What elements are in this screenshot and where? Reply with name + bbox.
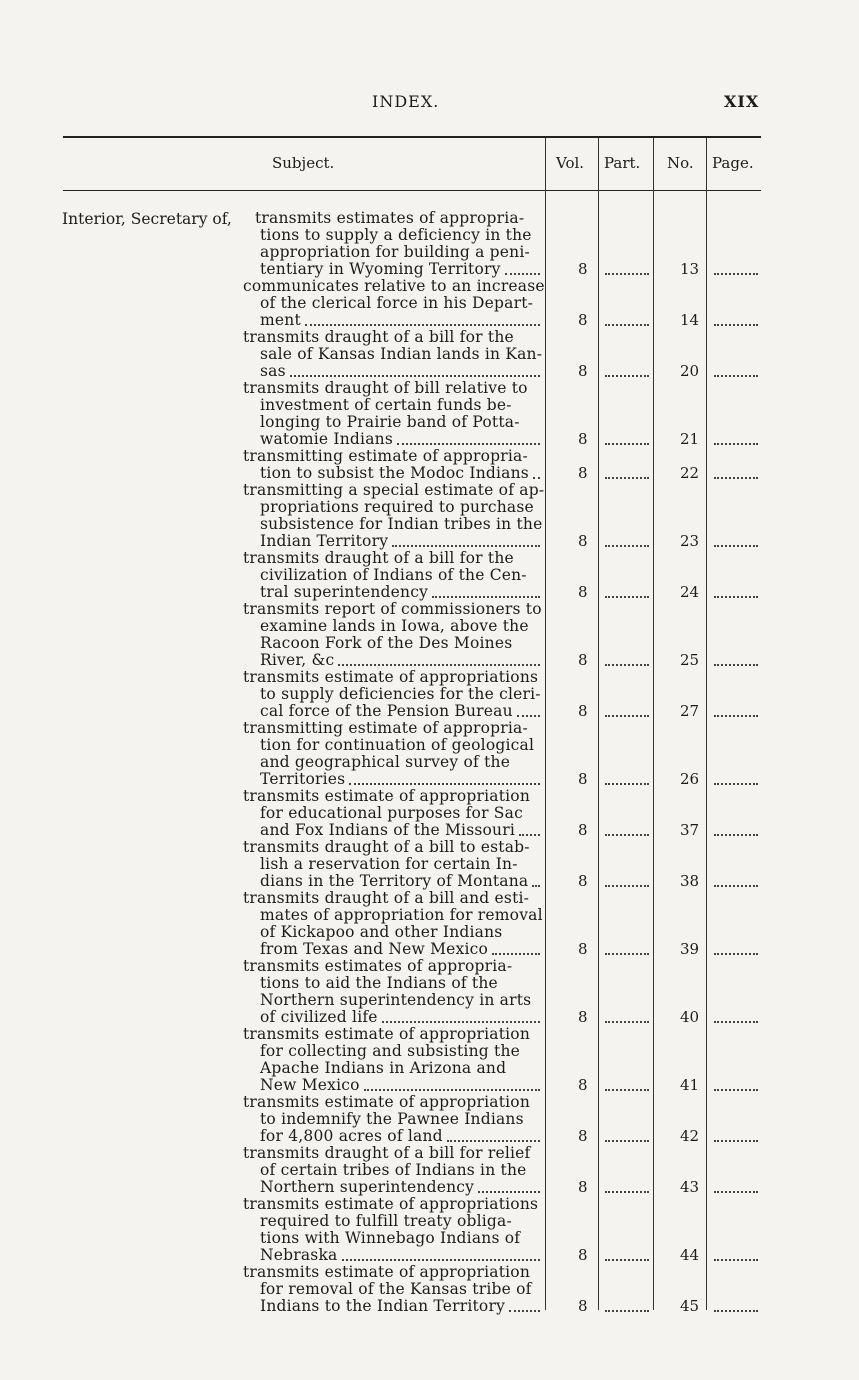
- dot-leader: [382, 1021, 540, 1023]
- page-blank: [714, 783, 758, 785]
- entry-line: transmits draught of bill relative to: [243, 379, 528, 397]
- entry-vol: 8: [578, 260, 588, 278]
- entry-line: civilization of Indians of the Cen-: [260, 566, 527, 584]
- entry-vol: 8: [578, 1178, 588, 1196]
- part-blank: [605, 953, 649, 955]
- entry-line: transmitting a special estimate of ap-: [243, 481, 545, 499]
- entry-line: to supply deficiencies for the cleri-: [260, 685, 541, 703]
- part-blank: [605, 1191, 649, 1193]
- dot-leader: [342, 1259, 540, 1261]
- entry-no: 13: [680, 260, 700, 278]
- entry-line: transmits estimates of appropria-: [243, 957, 513, 975]
- entry-vol: 8: [578, 651, 588, 669]
- part-blank: [605, 1259, 649, 1261]
- part-blank: [605, 596, 649, 598]
- entry-no: 14: [680, 311, 700, 329]
- entry-line: Territories: [260, 770, 346, 788]
- dot-leader: [397, 443, 540, 445]
- entry-line: tion for continuation of geological: [260, 736, 535, 754]
- dot-leader: [517, 715, 540, 717]
- page-blank: [714, 1140, 758, 1142]
- entry-line: cal force of the Pension Bureau: [260, 702, 513, 720]
- entry-line: transmits estimate of appropriations: [243, 1195, 539, 1213]
- entry-line: appropriation for building a peni-: [260, 243, 530, 261]
- entry-no: 43: [680, 1178, 700, 1196]
- column-divider: [653, 138, 654, 1310]
- dot-leader: [532, 885, 540, 887]
- table-top-rule: [63, 136, 761, 138]
- entry-line: watomie Indians: [260, 430, 393, 448]
- page-blank: [714, 834, 758, 836]
- entry-no: 21: [680, 430, 700, 448]
- entry-no: 23: [680, 532, 700, 550]
- part-blank: [605, 885, 649, 887]
- entry-line: ment: [260, 311, 301, 329]
- page-blank: [714, 545, 758, 547]
- entry-vol: 8: [578, 532, 588, 550]
- part-blank: [605, 545, 649, 547]
- page-blank: [714, 1310, 758, 1312]
- entry-line: for removal of the Kansas tribe of: [260, 1280, 532, 1298]
- entry-line: and geographical survey of the: [260, 753, 511, 771]
- entry-line: Northern superintendency in arts: [260, 991, 532, 1009]
- entry-no: 38: [680, 872, 700, 890]
- entry-no: 40: [680, 1008, 700, 1026]
- dot-leader: [509, 1310, 540, 1312]
- part-blank: [605, 1140, 649, 1142]
- entry-line: tions to supply a deficiency in the: [260, 226, 532, 244]
- part-blank: [605, 273, 649, 275]
- entry-vol: 8: [578, 430, 588, 448]
- page-blank: [714, 1089, 758, 1091]
- entry-line: transmits estimate of appropriations: [243, 668, 539, 686]
- entry-vol: 8: [578, 872, 588, 890]
- entry-line: dians in the Territory of Montana: [260, 872, 529, 890]
- entry-vol: 8: [578, 1076, 588, 1094]
- entry-line: transmits estimate of appropriation: [243, 1263, 531, 1281]
- entry-vol: 8: [578, 702, 588, 720]
- page-blank: [714, 596, 758, 598]
- page-blank: [714, 1021, 758, 1023]
- page-blank: [714, 324, 758, 326]
- entry-line: lish a reservation for certain In-: [260, 855, 518, 873]
- page-blank: [714, 273, 758, 275]
- column-divider: [598, 138, 599, 1310]
- entry-line: of certain tribes of Indians in the: [260, 1161, 527, 1179]
- part-blank: [605, 664, 649, 666]
- entry-heading: Interior, Secretary of,: [62, 210, 232, 228]
- entry-no: 41: [680, 1076, 700, 1094]
- part-blank: [605, 324, 649, 326]
- entry-no: 22: [680, 464, 700, 482]
- entry-line: transmitting estimate of appropria-: [243, 719, 528, 737]
- dot-leader: [505, 273, 540, 275]
- entry-line: transmits draught of a bill for the: [243, 328, 514, 346]
- entry-line: required to fulfill treaty obliga-: [260, 1212, 512, 1230]
- entry-line: transmits estimate of appropriation: [243, 1025, 531, 1043]
- entry-line: sale of Kansas Indian lands in Kan-: [260, 345, 543, 363]
- dot-leader: [290, 375, 540, 377]
- entry-line: transmits draught of a bill for relief: [243, 1144, 531, 1162]
- page-blank: [714, 885, 758, 887]
- entry-line: Northern superintendency: [260, 1178, 475, 1196]
- entry-line: Indians to the Indian Territory: [260, 1297, 506, 1315]
- entry-vol: 8: [578, 940, 588, 958]
- entry-line: for 4,800 acres of land: [260, 1127, 443, 1145]
- page-title: INDEX.: [372, 92, 440, 111]
- entry-no: 25: [680, 651, 700, 669]
- entry-line: subsistence for Indian tribes in the: [260, 515, 543, 533]
- entry-line: of Kickapoo and other Indians: [260, 923, 503, 941]
- entry-no: 26: [680, 770, 700, 788]
- entry-line: River, &c: [260, 651, 335, 669]
- part-blank: [605, 783, 649, 785]
- column-divider: [545, 138, 546, 1310]
- entry-vol: 8: [578, 1297, 588, 1315]
- part-blank: [605, 375, 649, 377]
- entry-line: New Mexico: [260, 1076, 360, 1094]
- page-header: [0, 92, 859, 116]
- page-blank: [714, 664, 758, 666]
- page-blank: [714, 953, 758, 955]
- entry-line: investment of certain funds be-: [260, 396, 512, 414]
- entry-line: examine lands in Iowa, above the: [260, 617, 529, 635]
- entry-line: of civilized life: [260, 1008, 378, 1026]
- entry-no: 45: [680, 1297, 700, 1315]
- entry-vol: 8: [578, 1127, 588, 1145]
- dot-leader: [478, 1191, 540, 1193]
- entry-vol: 8: [578, 362, 588, 380]
- dot-leader: [447, 1140, 540, 1142]
- entry-line: tion to subsist the Modoc Indians: [260, 464, 529, 482]
- entry-vol: 8: [578, 464, 588, 482]
- entry-no: 42: [680, 1127, 700, 1145]
- dot-leader: [338, 664, 540, 666]
- entry-no: 20: [680, 362, 700, 380]
- dot-leader: [305, 324, 540, 326]
- entry-line: from Texas and New Mexico: [260, 940, 489, 958]
- part-blank: [605, 1021, 649, 1023]
- part-blank: [605, 834, 649, 836]
- entry-line: for collecting and subsisting the: [260, 1042, 521, 1060]
- entry-line: to indemnify the Pawnee Indians: [260, 1110, 524, 1128]
- entry-vol: 8: [578, 770, 588, 788]
- page-blank: [714, 477, 758, 479]
- entry-vol: 8: [578, 1246, 588, 1264]
- entry-no: 27: [680, 702, 700, 720]
- entry-line: Nebraska: [260, 1246, 338, 1264]
- dot-leader: [349, 783, 540, 785]
- entry-line: transmits estimates of appropria-: [255, 209, 525, 227]
- column-header-page: Page.: [712, 154, 754, 172]
- entry-line: tions to aid the Indians of the: [260, 974, 498, 992]
- entry-vol: 8: [578, 821, 588, 839]
- part-blank: [605, 715, 649, 717]
- part-blank: [605, 443, 649, 445]
- entry-line: transmits draught of a bill for the: [243, 549, 514, 567]
- dot-leader: [432, 596, 540, 598]
- entry-line: transmits estimate of appropriation: [243, 787, 531, 805]
- entry-no: 44: [680, 1246, 700, 1264]
- entry-line: propriations required to purchase: [260, 498, 534, 516]
- dot-leader: [392, 545, 540, 547]
- entry-line: Apache Indians in Arizona and: [260, 1059, 507, 1077]
- entry-vol: 8: [578, 311, 588, 329]
- table-header-rule: [63, 190, 761, 191]
- entry-line: Indian Territory: [260, 532, 389, 550]
- entry-line: sas: [260, 362, 286, 380]
- entry-vol: 8: [578, 1008, 588, 1026]
- part-blank: [605, 1310, 649, 1312]
- dot-leader: [519, 834, 540, 836]
- entry-line: longing to Prairie band of Potta-: [260, 413, 520, 431]
- entry-line: tentiary in Wyoming Territory: [260, 260, 501, 278]
- column-header-subject: Subject.: [272, 154, 335, 172]
- entry-line: mates of appropriation for removal: [260, 906, 543, 924]
- entry-line: transmits draught of a bill and esti-: [243, 889, 530, 907]
- entry-line: Racoon Fork of the Des Moines: [260, 634, 513, 652]
- dot-leader: [364, 1089, 540, 1091]
- part-blank: [605, 477, 649, 479]
- entry-no: 37: [680, 821, 700, 839]
- entry-line: tions with Winnebago Indians of: [260, 1229, 521, 1247]
- page-blank: [714, 715, 758, 717]
- column-header-no: No.: [667, 154, 694, 172]
- entry-vol: 8: [578, 583, 588, 601]
- entry-line: for educational purposes for Sac: [260, 804, 523, 822]
- entry-no: 39: [680, 940, 700, 958]
- column-divider: [706, 138, 707, 1310]
- page-blank: [714, 443, 758, 445]
- entry-line: communicates relative to an increase: [243, 277, 545, 295]
- page-blank: [714, 1191, 758, 1193]
- entry-line: transmits estimate of appropriation: [243, 1093, 531, 1111]
- page-number: XIX: [724, 92, 760, 111]
- entry-line: and Fox Indians of the Missouri: [260, 821, 515, 839]
- entry-line: of the clerical force in his Depart-: [260, 294, 534, 312]
- entry-line: transmits draught of a bill to estab-: [243, 838, 530, 856]
- column-header-vol: Vol.: [556, 154, 585, 172]
- page-blank: [714, 1259, 758, 1261]
- entry-no: 24: [680, 583, 700, 601]
- page-blank: [714, 375, 758, 377]
- dot-leader: [492, 953, 540, 955]
- entry-line: transmitting estimate of appropria-: [243, 447, 528, 465]
- entry-line: transmits report of commissioners to: [243, 600, 542, 618]
- dot-leader: [533, 477, 540, 479]
- entry-line: tral superintendency: [260, 583, 429, 601]
- column-header-part: Part.: [604, 154, 641, 172]
- part-blank: [605, 1089, 649, 1091]
